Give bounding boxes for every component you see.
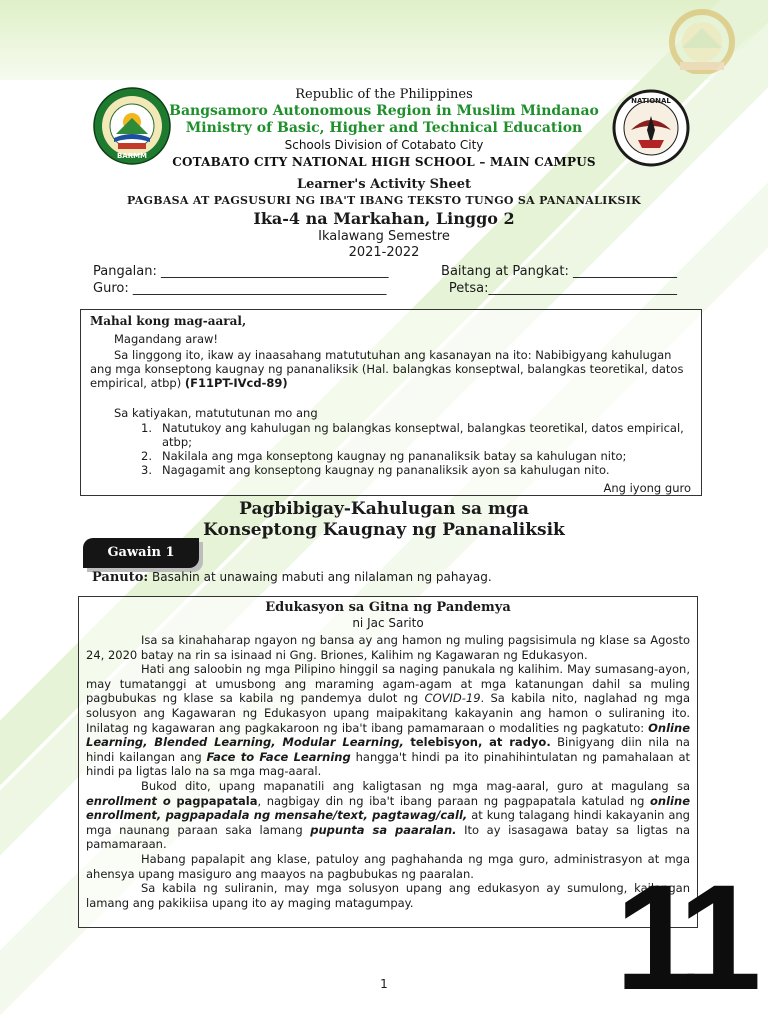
article-author: ni Jac Sarito [352,616,424,630]
objective-number: 1. [141,421,152,435]
ministry-line: Ministry of Basic, Higher and Technical Education [185,120,583,136]
article-text-run: online enrollment, pagpapadala ng mensahe/text, pagtawag/call, [86,793,690,823]
quarter-week: Ika-4 na Markahan, Linggo 2 [253,209,515,228]
objective-item [141,421,691,449]
division-line: Schools Division of Cotabato City [284,138,484,152]
article-text-run: Isa sa kinahaharap ngayon ng bansa ay ang hamon ng muling pagsisimula ng klase sa Agosto 24, 2020 batay na rin sa isinaad ni Gng. Briones, Kalihim ng Kagawaran ng Edukasyon. [86,633,690,662]
activity-badge: Gawain 1 [83,538,199,568]
article-text-run: Ito ay isasagawa batay sa ligtas na pamamaraan. [86,822,690,852]
competency-code: (F11PT-IVcd-89) [184,376,288,390]
grade-level-badge: 11 [615,862,750,1021]
objective-item [141,449,691,463]
objective-item [141,463,691,477]
instruction-label: Panuto: [92,570,149,585]
article-paragraph [86,881,690,910]
competency-text [90,348,692,390]
objective-text: Nakilala ang mga konseptong kaugnay ng pananaliksik batay sa kahulugan nito; [162,449,627,463]
subject-title: PAGBASA AT PAGSUSURI NG IBA'T IBANG TEKSTO TUNGO SA PANANALIKSIK [126,194,642,207]
article-paragraph [86,779,690,852]
article-text-run: Habang papalapit ang klase, patuloy ang paghahanda ng mga guro, administrasyon at mga ahensya upang masiguro ang maayos na pagbubukas ng paaralan. [86,851,690,881]
instruction-text: Basahin at unawaing mabuti ang nilalaman ng pahayag. [148,570,492,584]
article-text-run: , nagbigay din ng iba't ibang paraan ng pagpapatala katulad ng [257,793,651,808]
school-year: 2021-2022 [348,245,420,260]
school-seal-text: NATIONAL [631,97,671,105]
sheet-title: Learner's Activity Sheet [297,177,471,192]
article-text-run: pupunta sa paaralan. [310,822,457,837]
article-box [78,596,698,928]
grade-section-field[interactable]: Baitang at Pangkat: ________________ [441,264,677,279]
learner-fields [93,263,677,297]
article-paragraph [86,662,690,779]
article-text-run: COVID-19 [424,691,481,706]
name-field[interactable]: Pangalan: ___________________________________ [93,264,389,279]
objectives-list [141,421,691,477]
article-text-run: hangga't hindi pa ito pinahihintulatan ng pamahalaan at hindi pa ligtas lalo na sa mga mag-aaral. [86,749,691,779]
republic-line: Republic of the Philippines [295,87,473,102]
competency-body: Sa linggong ito, ikaw ay inaasahang matututuhan ang kasanayan na ito: Nabibigyang kahulugan ang mga konseptong kaugnay ng pananaliksik (Hal. balangkas konseptwal, balangkas teoretikal, datos empirical, atbp) [90,348,684,390]
greeting-box [80,309,702,496]
region-line: Bangsamoro Autonomous Region in Muslim Mindanao [169,103,599,119]
article-paragraph [86,852,690,881]
article-text-run: Hati ang saloobin ng mga Pilipino hinggil sa naging panukala ng kalihim. May sumasang-ayon, may tumatanggi at umusbong ang maraming agam-agam at mga katanungan dahil sa muling pagbubukas ng klase sa kabila ng pandemya dulot ng [86,662,690,706]
page-number: 1 [380,977,388,991]
greeting-hello: Magandang araw! [114,332,219,346]
salutation: Mahal kong mag-aaral, [90,314,247,328]
objective-number: 3. [141,463,152,477]
teacher-field[interactable]: Guro: _______________________________________ [93,281,387,296]
sheet-titles [0,177,768,261]
objectives-lead: Sa katiyakan, matututunan mo ang [114,406,318,420]
article-text-run: Binigyang diin nila na hindi kailangan ang [86,735,690,764]
semester: Ikalawang Semestre [318,229,450,244]
document-header [0,86,768,171]
article-text-run: at kung talagang hindi kakayanin ang mga naunang paraan saka lamang [86,808,690,837]
article-body [79,631,697,910]
school-line: COTABATO CITY NATIONAL HIGH SCHOOL – MAIN CAMPUS [172,155,596,169]
signoff: Ang iyong guro [603,481,691,495]
article-text-run: telebisyon, at radyo. [410,735,551,750]
objective-number: 2. [141,449,152,463]
section-title-line2: Konseptong Kaugnay ng Pananaliksik [203,520,565,540]
article-paragraph [86,633,690,662]
objective-text: Natutukoy ang kahulugan ng balangkas konseptwal, balangkas teoretikal, datos empirical, atbp; [162,421,684,449]
article-text-run: Sa kabila ng suliranin, may mga solusyon upang ang edukasyon ay sumulong, kailangan lamang ang pakikiisa upang ito ay maging matagumpay. [86,881,690,910]
article-text-run: enrollment o [86,793,171,808]
section-title-line1: Pagbibigay-Kahulugan sa mga [239,499,529,519]
article-text-run: . Sa kabila nito, naglahad ng mga solusyon ang Kagawaran ng Edukasyon upang maipakitang kakayanin ang hamon o suliraning ito. Inilatag ng kagawaran ang pagkakaroon ng iba't ibang pamamaraan o modalities ng pagkatuto: [86,691,690,735]
objective-text: Nagagamit ang konseptong kaugnay ng pananaliksik ayon sa kahulugan nito. [162,463,610,477]
date-field[interactable]: Petsa:_____________________________ [448,281,677,296]
instruction [92,569,492,586]
barmm-seal-text: BARMM [116,152,148,160]
article-text-run: Face to Face Learning [206,749,351,764]
faded-corner-seal-icon [650,4,754,74]
section-title [0,499,768,541]
article-text-run: Online Learning, Blended Learning, Modular Learning, [86,720,690,750]
article-text-run: Bukod dito, upang mapanatili ang kaligtasan ng mga mag-aaral, guro at magulang sa [141,778,690,793]
article-text-run: pagpapatala [176,793,258,808]
article-title: Edukasyon sa Gitna ng Pandemya [265,600,511,615]
